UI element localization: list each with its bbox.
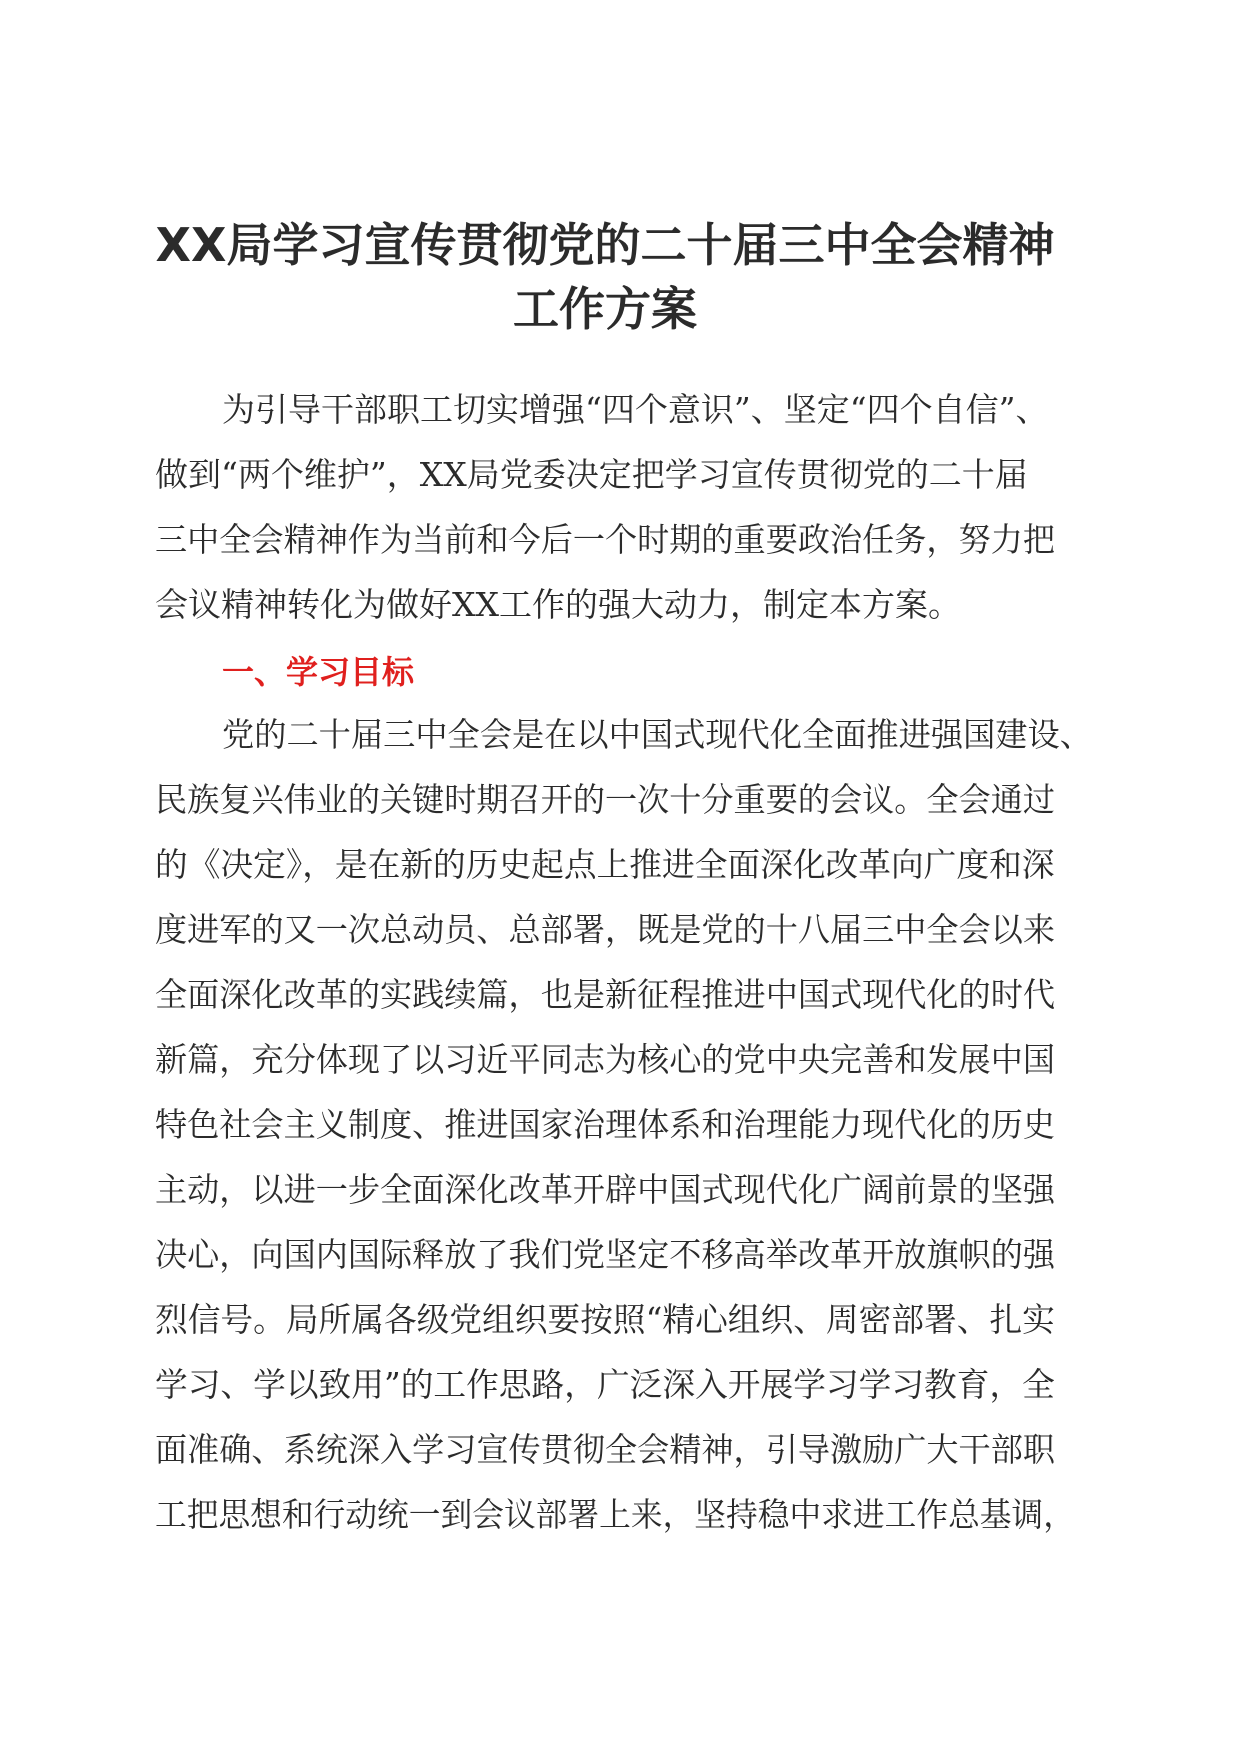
section1-line-8: 主动，以进一步全面深化改革开辟中国式现代化广阔前景的坚强 xyxy=(155,1170,1055,1209)
intro-line-4: 会议精神转化为做好XX工作的强大动力，制定本方案。 xyxy=(155,585,961,624)
document-title-line-2: 工作方案 xyxy=(513,282,697,336)
document-title-line-1: XX局学习宣传贯彻党的二十届三中全会精神 xyxy=(155,218,1055,272)
section1-line-11: 学习、学以致用”的工作思路，广泛深入开展学习学习教育，全 xyxy=(155,1365,1055,1404)
section-heading-learning-goals: 一、学习目标 xyxy=(222,653,415,691)
intro-line-2: 做到“两个维护”，XX局党委决定把学习宣传贯彻党的二十届 xyxy=(155,455,1028,494)
section1-line-1: 党的二十届三中全会是在以中国式现代化全面推进强国建设、 xyxy=(222,715,1092,754)
section1-line-3: 的《决定》，是在新的历史起点上推进全面深化改革向广度和深 xyxy=(155,845,1055,884)
section1-line-4: 度进军的又一次总动员、总部署，既是党的十八届三中全会以来 xyxy=(155,910,1055,949)
section1-line-6: 新篇，充分体现了以习近平同志为核心的党中央完善和发展中国 xyxy=(155,1040,1055,1079)
intro-line-3: 三中全会精神作为当前和今后一个时期的重要政治任务，努力把 xyxy=(155,520,1055,559)
section1-line-2: 民族复兴伟业的关键时期召开的一次十分重要的会议。全会通过 xyxy=(155,780,1055,819)
section1-line-13: 工把思想和行动统一到会议部署上来，坚持稳中求进工作总基调， xyxy=(155,1495,1075,1534)
intro-line-1: 为引导干部职工切实增强“四个意识”、坚定“四个自信”、 xyxy=(222,390,1049,429)
section1-line-7: 特色社会主义制度、推进国家治理体系和治理能力现代化的历史 xyxy=(155,1105,1055,1144)
section1-line-9: 决心，向国内国际释放了我们党坚定不移高举改革开放旗帜的强 xyxy=(155,1235,1055,1274)
section1-line-12: 面准确、系统深入学习宣传贯彻全会精神，引导激励广大干部职 xyxy=(155,1430,1055,1469)
section1-line-5: 全面深化改革的实践续篇，也是新征程推进中国式现代化的时代 xyxy=(155,975,1055,1014)
section1-line-10: 烈信号。局所属各级党组织要按照“精心组织、周密部署、扎实 xyxy=(155,1300,1055,1339)
